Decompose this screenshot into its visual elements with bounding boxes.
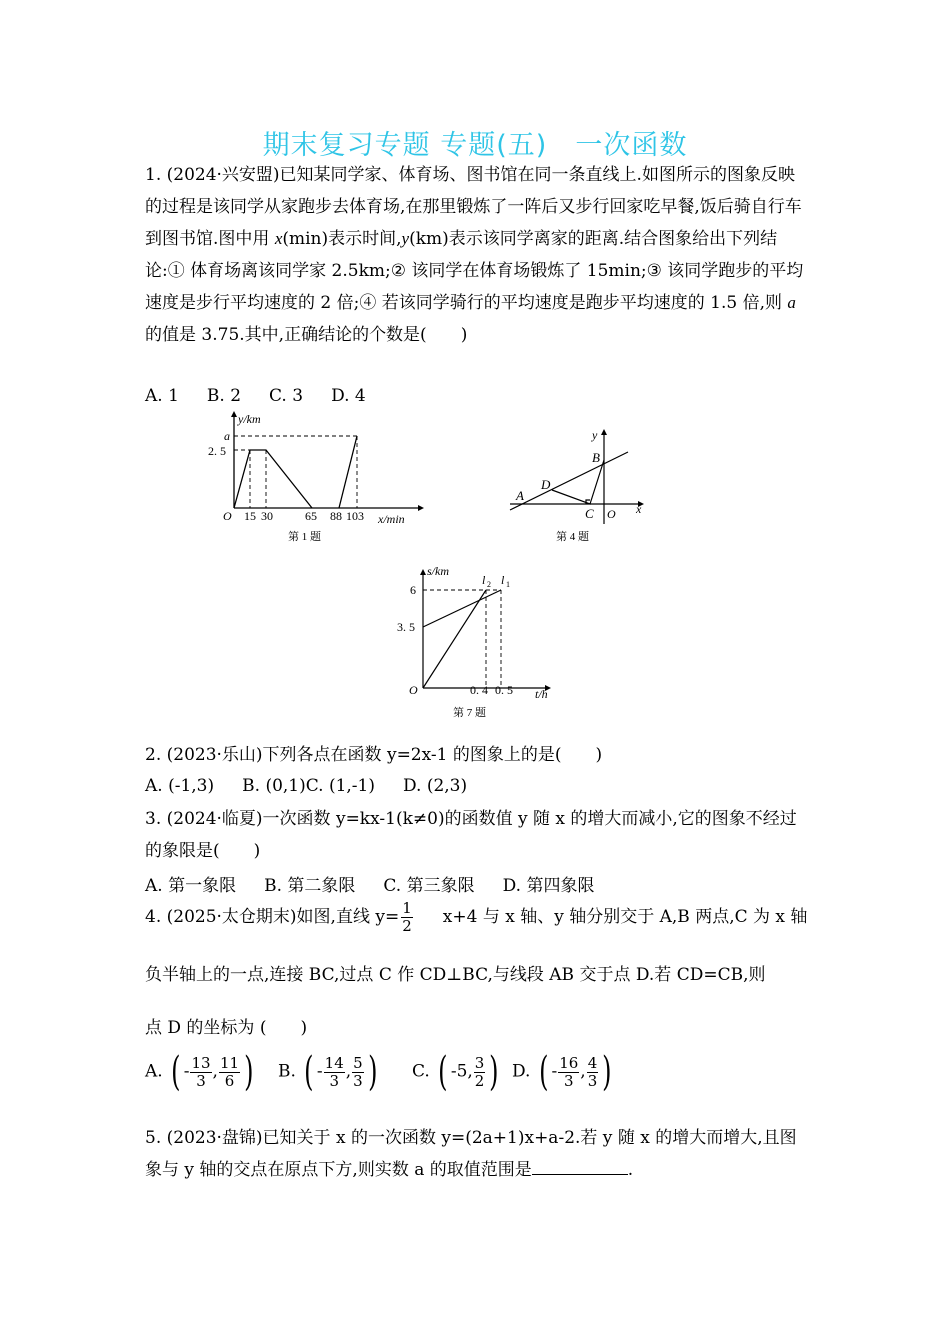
- fig1-x-tick: 103: [346, 509, 364, 523]
- q3-option-b[interactable]: B. 第二象限: [264, 876, 356, 896]
- figure-7-graph: [393, 560, 563, 725]
- svg-text:2: 2: [487, 580, 491, 589]
- fig7-x-tick: 0. 5: [495, 683, 513, 697]
- figure-4-graph: [500, 420, 660, 548]
- fig1-x-tick: 15: [244, 509, 256, 523]
- question-1: 1. (2024·兴安盟)已知某同学家、体育场、图书馆在同一条直线上.如图所示的图象反映的过程是该同学从家跑步去体育场,在那里锻炼了一阵后又步行回家吃早餐,饭后骑自行车到图书馆.图中用 x(min)表示时间,y(km)表示该同学离家的距离.结合图象给出下列结论:① 体育场离该同学家 2.5km;② 该同学在体育场锻炼了 15min;③ 该同学跑步的平均速度是步行平均速度的 2 倍;④ 若该同学骑行的平均速度是跑步平均速度的 1.5 倍,则 a 的值是 3.75.其中,正确结论的个数是( ): [145, 165, 804, 345]
- fig7-x-label: t/h: [535, 687, 548, 701]
- fig7-line-l2: [423, 590, 486, 688]
- fig4-y-label: y: [592, 428, 598, 442]
- fig4-triangle: [552, 460, 604, 504]
- fig1-walk-line: [234, 450, 312, 508]
- fig1-x-tick: 88: [330, 509, 342, 523]
- fig7-y-tick: 3. 5: [397, 620, 415, 634]
- q2-option-a[interactable]: A. (-1,3): [145, 776, 215, 796]
- q2-option-d[interactable]: D. (2,3): [403, 776, 468, 796]
- fig4-point-d: D: [541, 477, 551, 492]
- page-title: 期末复习专题 专题(五) 一次函数: [262, 130, 688, 161]
- fig4-origin: O: [607, 507, 616, 521]
- q1-option-d[interactable]: D. 4: [331, 386, 366, 406]
- fig1-caption: 第 1 题: [288, 531, 321, 543]
- q5-answer-blank[interactable]: [532, 1156, 628, 1175]
- fig4-x-label: x: [636, 502, 642, 516]
- q1-option-a[interactable]: A. 1: [145, 386, 179, 406]
- q4-fraction: $\frac{1}{2}$: [402, 899, 412, 935]
- fig1-x-tick: 65: [305, 509, 317, 523]
- figure-1-graph: [200, 408, 430, 548]
- question-5: 5. (2023·盘锦)已知关于 x 的一次函数 y=(2a+1)x+a-2.若 y 随 x 的增大而增大,且图象与 y 轴的交点在原点下方,则实数 a 的取值范围是 .: [145, 1128, 797, 1180]
- q3-option-a[interactable]: A. 第一象限: [145, 876, 237, 896]
- fig1-x-tick: 30: [261, 509, 273, 523]
- fig4-caption: 第 4 题: [556, 531, 589, 543]
- q4-option-c[interactable]: C. ( -5, $\frac{3}{2}$ ): [412, 1049, 499, 1095]
- fig1-y-label: y/km: [238, 412, 261, 426]
- q4-option-d[interactable]: D. ( - $\frac{16}{3}$ , $\frac{4}{3}$ ): [512, 1049, 612, 1095]
- fig7-line-l1: [423, 590, 501, 627]
- q1-text: 1. (2024·兴安盟)已知某同学家、体育场、图书馆在同一条直线上.如图所示的图象反映的过程是该同学从家跑步去体育场,在那里锻炼了一阵后又步行回家吃早餐,饭后骑自行车到图书馆.图中用: [145, 165, 802, 249]
- fig1-x-label: x/min: [378, 512, 405, 526]
- q4-line-2: 负半轴上的一点,连接 BC,过点 C 作 CD⊥BC,与线段 AB 交于点 D.若 CD=CB,则: [145, 965, 766, 985]
- q4-option-a[interactable]: A. ( - $\frac{13}{3}$ , $\frac{11}{6}$ ): [145, 1049, 254, 1095]
- fig1-y-tick: 2. 5: [208, 444, 226, 458]
- q4-option-b[interactable]: B. ( - $\frac{14}{3}$ , $\frac{5}{3}$ ): [278, 1049, 378, 1095]
- fig7-y-label: s/km: [427, 564, 449, 578]
- q1-option-c[interactable]: C. 3: [269, 386, 304, 406]
- svg-text:1: 1: [506, 580, 510, 589]
- fig4-point-c: C: [585, 506, 594, 521]
- fig4-point-a: A: [516, 488, 524, 503]
- fig7-label-l2: l: [482, 573, 486, 587]
- q4-line-3: 点 D 的坐标为 ( ): [145, 1018, 308, 1038]
- question-3: 3. (2024·临夏)一次函数 y=kx-1(k≠0)的函数值 y 随 x 的增大而减小,它的图象不经过的象限是( ): [145, 809, 797, 861]
- q1-options: [145, 386, 394, 406]
- fig1-bike-line: [339, 436, 357, 508]
- q2-option-bc[interactable]: B. (0,1)C. (1,-1): [242, 776, 375, 796]
- question-2: 2. (2023·乐山)下列各点在函数 y=2x-1 的图象上的是( ): [145, 745, 603, 765]
- fig7-x-tick: 0. 4: [470, 683, 488, 697]
- fig7-y-tick: 6: [410, 583, 416, 597]
- question-4: 4. (2025·太仓期末)如图,直线 y= $\frac{1}{2}$ x+4 与 x 轴、y 轴分别交于 A,B 两点,C 为 x 轴: [145, 899, 808, 935]
- fig7-label-l1: l: [501, 573, 505, 587]
- fig7-caption: 第 7 题: [453, 707, 486, 719]
- q2-options: [145, 776, 495, 796]
- q3-options: [145, 871, 622, 896]
- q1-option-b[interactable]: B. 2: [206, 386, 242, 406]
- q3-option-c[interactable]: C. 第三象限: [383, 876, 475, 896]
- fig4-line-ab: [510, 452, 628, 510]
- fig4-point-b: B: [592, 450, 600, 465]
- q3-option-d[interactable]: D. 第四象限: [502, 876, 595, 896]
- fig1-origin: O: [223, 509, 232, 523]
- fig1-a-label: a: [224, 429, 230, 443]
- fig7-origin: O: [409, 683, 418, 697]
